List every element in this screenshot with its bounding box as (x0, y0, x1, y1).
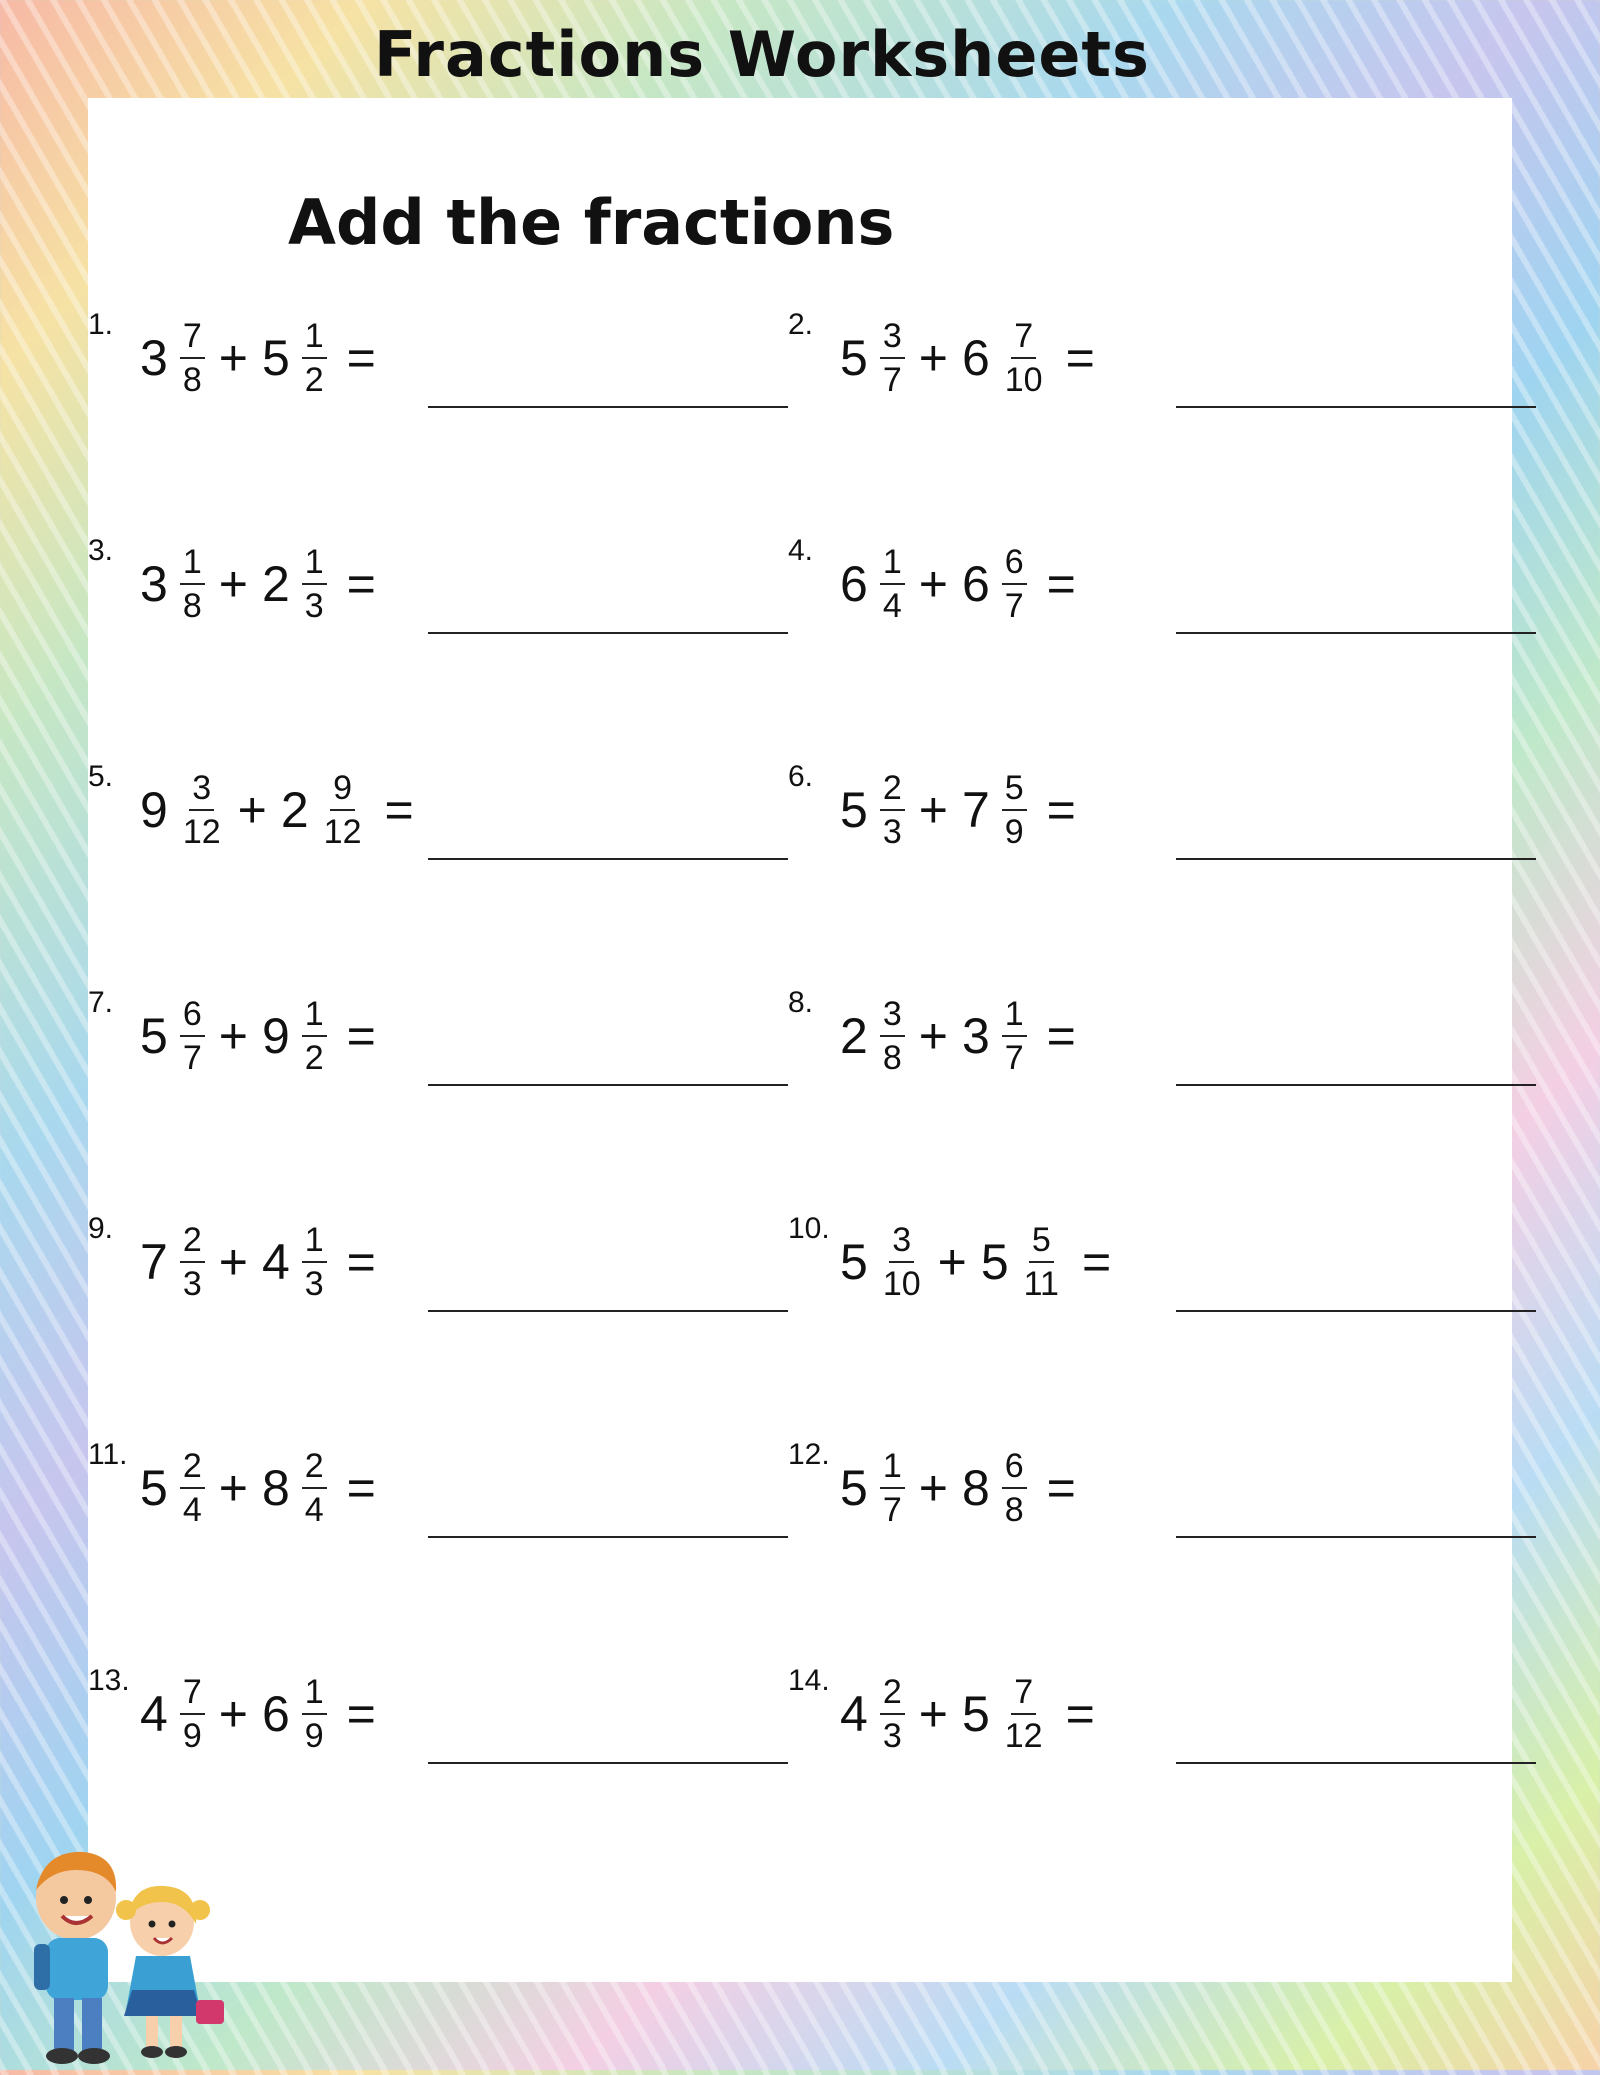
numerator: 1 (302, 1221, 327, 1263)
numerator: 2 (880, 769, 905, 811)
problem-number: 10. (788, 1212, 830, 1245)
problem-item (788, 1438, 1488, 1558)
problem-expression (840, 1438, 1076, 1538)
plus-sign: + (937, 1234, 967, 1290)
problem-number: 14. (788, 1664, 830, 1697)
whole-number: 6 (261, 1686, 290, 1742)
numerator: 1 (302, 317, 327, 359)
denominator: 9 (182, 1717, 202, 1755)
fraction (180, 995, 205, 1077)
plus-sign: + (918, 556, 948, 612)
problem-number: 5. (88, 760, 114, 793)
problem-item (788, 1664, 1488, 1784)
denominator: 2 (304, 361, 324, 399)
numerator: 7 (1011, 1673, 1036, 1715)
problem-number: 9. (88, 1212, 114, 1245)
denominator: 7 (1004, 1039, 1024, 1077)
equals-sign: = (1046, 1460, 1076, 1516)
plus-sign: + (918, 330, 948, 386)
whole-number: 7 (961, 782, 990, 838)
whole-number: 5 (840, 782, 868, 838)
problem-expression (140, 308, 376, 408)
denominator: 4 (304, 1491, 324, 1529)
problem-number: 6. (788, 760, 814, 793)
denominator: 8 (182, 361, 202, 399)
numerator: 5 (1029, 1221, 1054, 1263)
plus-sign: + (918, 1008, 948, 1064)
equals-sign: = (1065, 1686, 1095, 1742)
problem-item (88, 986, 788, 1106)
denominator: 3 (304, 1265, 324, 1303)
problem-item (88, 534, 788, 654)
equals-sign: = (346, 1686, 376, 1742)
problem-number: 2. (788, 308, 814, 341)
problem-item (88, 1212, 788, 1332)
fraction (302, 1673, 327, 1755)
problem-expression (840, 308, 1095, 408)
problem-item (88, 760, 788, 880)
problem-item (88, 1438, 788, 1558)
equals-sign: = (384, 782, 414, 838)
denominator: 3 (882, 813, 902, 851)
numerator: 7 (180, 1673, 205, 1715)
equals-sign: = (346, 330, 376, 386)
denominator: 7 (882, 361, 902, 399)
answer-line[interactable] (428, 1084, 788, 1086)
whole-number: 9 (140, 782, 168, 838)
numerator: 1 (1002, 995, 1027, 1037)
denominator: 3 (182, 1265, 202, 1303)
answer-line[interactable] (1176, 406, 1536, 408)
whole-number: 9 (261, 1008, 290, 1064)
numerator: 3 (880, 317, 905, 359)
whole-number: 2 (261, 556, 290, 612)
answer-line[interactable] (1176, 1762, 1536, 1764)
problem-expression (840, 534, 1076, 634)
plus-sign: + (218, 1008, 248, 1064)
problem-expression (840, 1664, 1095, 1764)
numerator: 6 (180, 995, 205, 1037)
whole-number: 6 (840, 556, 868, 612)
answer-line[interactable] (1176, 1310, 1536, 1312)
whole-number: 8 (261, 1460, 290, 1516)
fraction (1002, 1673, 1046, 1755)
equals-sign: = (346, 1460, 376, 1516)
whole-number: 8 (961, 1460, 990, 1516)
plus-sign: + (218, 1460, 248, 1516)
answer-line[interactable] (1176, 858, 1536, 860)
fraction (880, 317, 905, 399)
problem-item (788, 308, 1488, 428)
problem-item (88, 1664, 788, 1784)
whole-number: 5 (261, 330, 290, 386)
problem-number: 13. (88, 1664, 130, 1697)
whole-number: 5 (840, 1234, 868, 1290)
fraction (880, 995, 905, 1077)
whole-number: 6 (961, 556, 990, 612)
problem-item (788, 760, 1488, 880)
problem-expression (140, 1438, 376, 1538)
whole-number: 4 (140, 1686, 168, 1742)
denominator: 12 (323, 813, 362, 851)
fraction (321, 769, 365, 851)
problem-item (788, 1212, 1488, 1332)
equals-sign: = (346, 1234, 376, 1290)
denominator: 10 (1004, 361, 1043, 399)
denominator: 7 (882, 1491, 902, 1529)
fraction (1002, 543, 1027, 625)
fraction (880, 769, 905, 851)
answer-line[interactable] (428, 406, 788, 408)
equals-sign: = (346, 556, 376, 612)
fraction (180, 543, 205, 625)
numerator: 1 (180, 543, 205, 585)
problem-item (788, 534, 1488, 654)
numerator: 2 (880, 1673, 905, 1715)
fraction (880, 1673, 905, 1755)
answer-line[interactable] (428, 1762, 788, 1764)
problem-expression (140, 760, 414, 860)
answer-line[interactable] (428, 1310, 788, 1312)
fraction (880, 1221, 924, 1303)
numerator: 7 (1011, 317, 1036, 359)
problem-number: 11. (88, 1438, 128, 1471)
numerator: 9 (330, 769, 355, 811)
plus-sign: + (218, 1234, 248, 1290)
fraction (302, 995, 327, 1077)
denominator: 3 (304, 587, 324, 625)
problem-number: 1. (88, 308, 114, 341)
problem-expression (140, 1212, 376, 1312)
denominator: 3 (882, 1717, 902, 1755)
plus-sign: + (918, 1686, 948, 1742)
whole-number: 3 (140, 556, 168, 612)
denominator: 8 (182, 587, 202, 625)
equals-sign: = (1046, 782, 1076, 838)
problem-expression (140, 1664, 376, 1764)
fraction (1002, 317, 1046, 399)
plus-sign: + (218, 1686, 248, 1742)
fraction (302, 543, 327, 625)
problem-number: 3. (88, 534, 114, 567)
numerator: 1 (880, 543, 905, 585)
numerator: 3 (889, 1221, 914, 1263)
numerator: 1 (880, 1447, 905, 1489)
problem-number: 4. (788, 534, 814, 567)
whole-number: 4 (840, 1686, 868, 1742)
plus-sign: + (218, 556, 248, 612)
instruction-heading: Add the fractions (288, 186, 895, 259)
fraction (1002, 995, 1027, 1077)
numerator: 6 (1002, 1447, 1027, 1489)
answer-line[interactable] (1176, 1084, 1536, 1086)
problem-expression (840, 1212, 1111, 1312)
answer-line[interactable] (1176, 1536, 1536, 1538)
whole-number: 6 (961, 330, 990, 386)
denominator: 2 (304, 1039, 324, 1077)
worksheet-paper (88, 98, 1512, 1982)
equals-sign: = (1065, 330, 1095, 386)
numerator: 5 (1002, 769, 1027, 811)
denominator: 12 (1004, 1717, 1043, 1755)
denominator: 7 (182, 1039, 202, 1077)
whole-number: 5 (840, 330, 868, 386)
plus-sign: + (218, 330, 248, 386)
kids-cartoon-icon (14, 1840, 244, 2070)
equals-sign: = (1081, 1234, 1112, 1290)
problem-expression (840, 760, 1076, 860)
whole-number: 2 (280, 782, 309, 838)
fraction (880, 543, 905, 625)
numerator: 1 (302, 543, 327, 585)
equals-sign: = (346, 1008, 376, 1064)
problem-number: 12. (788, 1438, 830, 1471)
equals-sign: = (1046, 556, 1076, 612)
whole-number: 5 (980, 1234, 1009, 1290)
fraction (880, 1447, 905, 1529)
numerator: 3 (189, 769, 214, 811)
whole-number: 5 (140, 1460, 168, 1516)
page-title: Fractions Worksheets (374, 18, 1150, 91)
whole-number: 5 (840, 1460, 868, 1516)
numerator: 2 (180, 1447, 205, 1489)
equals-sign: = (1046, 1008, 1076, 1064)
denominator: 10 (882, 1265, 921, 1303)
fraction (180, 769, 224, 851)
fraction (302, 317, 327, 399)
fraction (302, 1221, 327, 1303)
denominator: 4 (882, 587, 902, 625)
numerator: 2 (302, 1447, 327, 1489)
numerator: 2 (180, 1221, 205, 1263)
plus-sign: + (237, 782, 267, 838)
denominator: 11 (1023, 1265, 1059, 1303)
fraction (1021, 1221, 1062, 1303)
plus-sign: + (918, 782, 948, 838)
answer-line[interactable] (428, 858, 788, 860)
denominator: 9 (1004, 813, 1024, 851)
denominator: 7 (1004, 587, 1024, 625)
fraction (1002, 769, 1027, 851)
denominator: 8 (882, 1039, 902, 1077)
fraction (180, 1221, 205, 1303)
denominator: 9 (304, 1717, 324, 1755)
problem-number: 8. (788, 986, 814, 1019)
answer-line[interactable] (1176, 632, 1536, 634)
whole-number: 5 (140, 1008, 168, 1064)
problem-expression (140, 986, 376, 1086)
answer-line[interactable] (428, 632, 788, 634)
denominator: 8 (1004, 1491, 1024, 1529)
fraction (180, 1447, 205, 1529)
numerator: 6 (1002, 543, 1027, 585)
problem-item (88, 308, 788, 428)
whole-number: 3 (961, 1008, 990, 1064)
answer-line[interactable] (428, 1536, 788, 1538)
fraction (180, 1673, 205, 1755)
problem-expression (140, 534, 376, 634)
whole-number: 4 (261, 1234, 290, 1290)
whole-number: 5 (961, 1686, 990, 1742)
problem-number: 7. (88, 986, 114, 1019)
whole-number: 3 (140, 330, 168, 386)
fraction (180, 317, 205, 399)
problem-item (788, 986, 1488, 1106)
whole-number: 2 (840, 1008, 868, 1064)
whole-number: 7 (140, 1234, 168, 1290)
numerator: 7 (180, 317, 205, 359)
denominator: 4 (182, 1491, 202, 1529)
numerator: 1 (302, 995, 327, 1037)
numerator: 3 (880, 995, 905, 1037)
denominator: 12 (182, 813, 221, 851)
numerator: 1 (302, 1673, 327, 1715)
fraction (1002, 1447, 1027, 1529)
problem-expression (840, 986, 1076, 1086)
plus-sign: + (918, 1460, 948, 1516)
fraction (302, 1447, 327, 1529)
